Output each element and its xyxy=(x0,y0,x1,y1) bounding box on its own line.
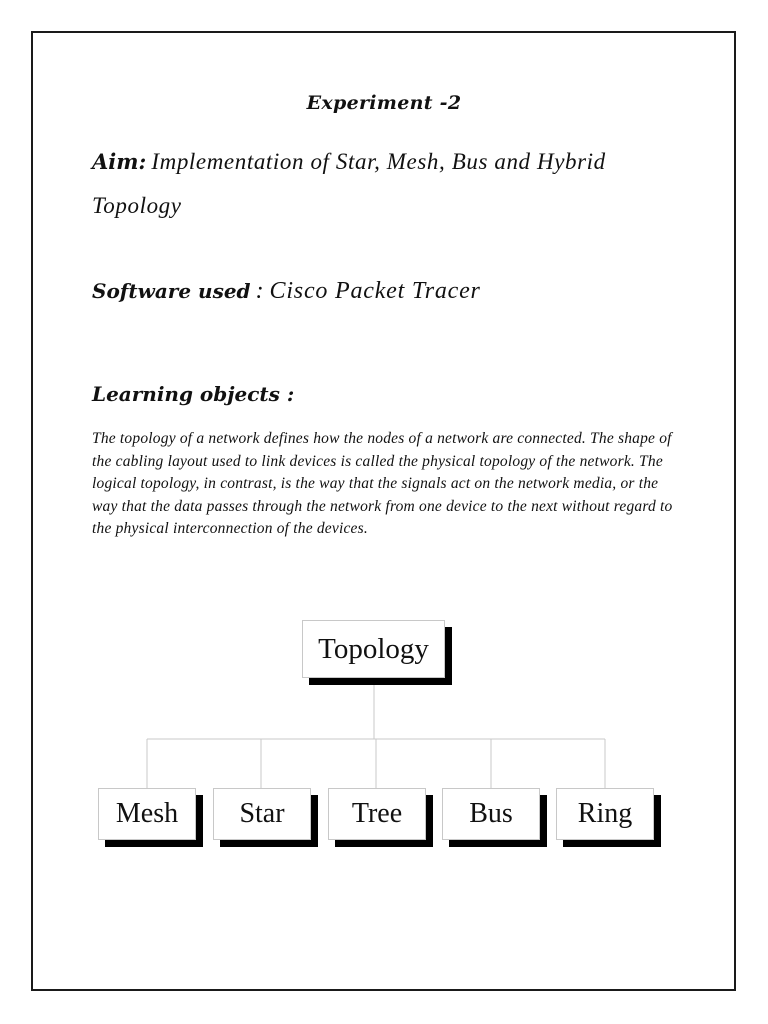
aim-text: Implementation of Star, Mesh, Bus and Hybrid Topology xyxy=(92,149,606,218)
software-section xyxy=(92,278,692,305)
software-value: Cisco Packet Tracer xyxy=(269,278,481,304)
aim-label: Aim: xyxy=(92,149,147,174)
learning-objects-paragraph: The topology of a network defines how the nodes of a network are connected. The shape of the cabling layout used to link devices is called the physical topology of the network. The logical topology, in contrast, is the way that the signals act on the network media, or the way that the data passes through the network from one device to the next without regard to the physical interconnection of the devices. xyxy=(92,430,673,537)
software-separator: : xyxy=(255,278,265,304)
ring-node: Ring xyxy=(556,788,654,840)
mesh-node: Mesh xyxy=(98,788,196,840)
learning-objects-heading: Learning objects : xyxy=(92,382,295,406)
star-node: Star xyxy=(213,788,311,840)
aim-section xyxy=(92,140,682,228)
topology-root-node: Topology xyxy=(302,620,445,678)
bus-node: Bus xyxy=(442,788,540,840)
software-label: Software used xyxy=(92,279,251,303)
tree-node: Tree xyxy=(328,788,426,840)
experiment-title: Experiment -2 xyxy=(306,92,462,114)
